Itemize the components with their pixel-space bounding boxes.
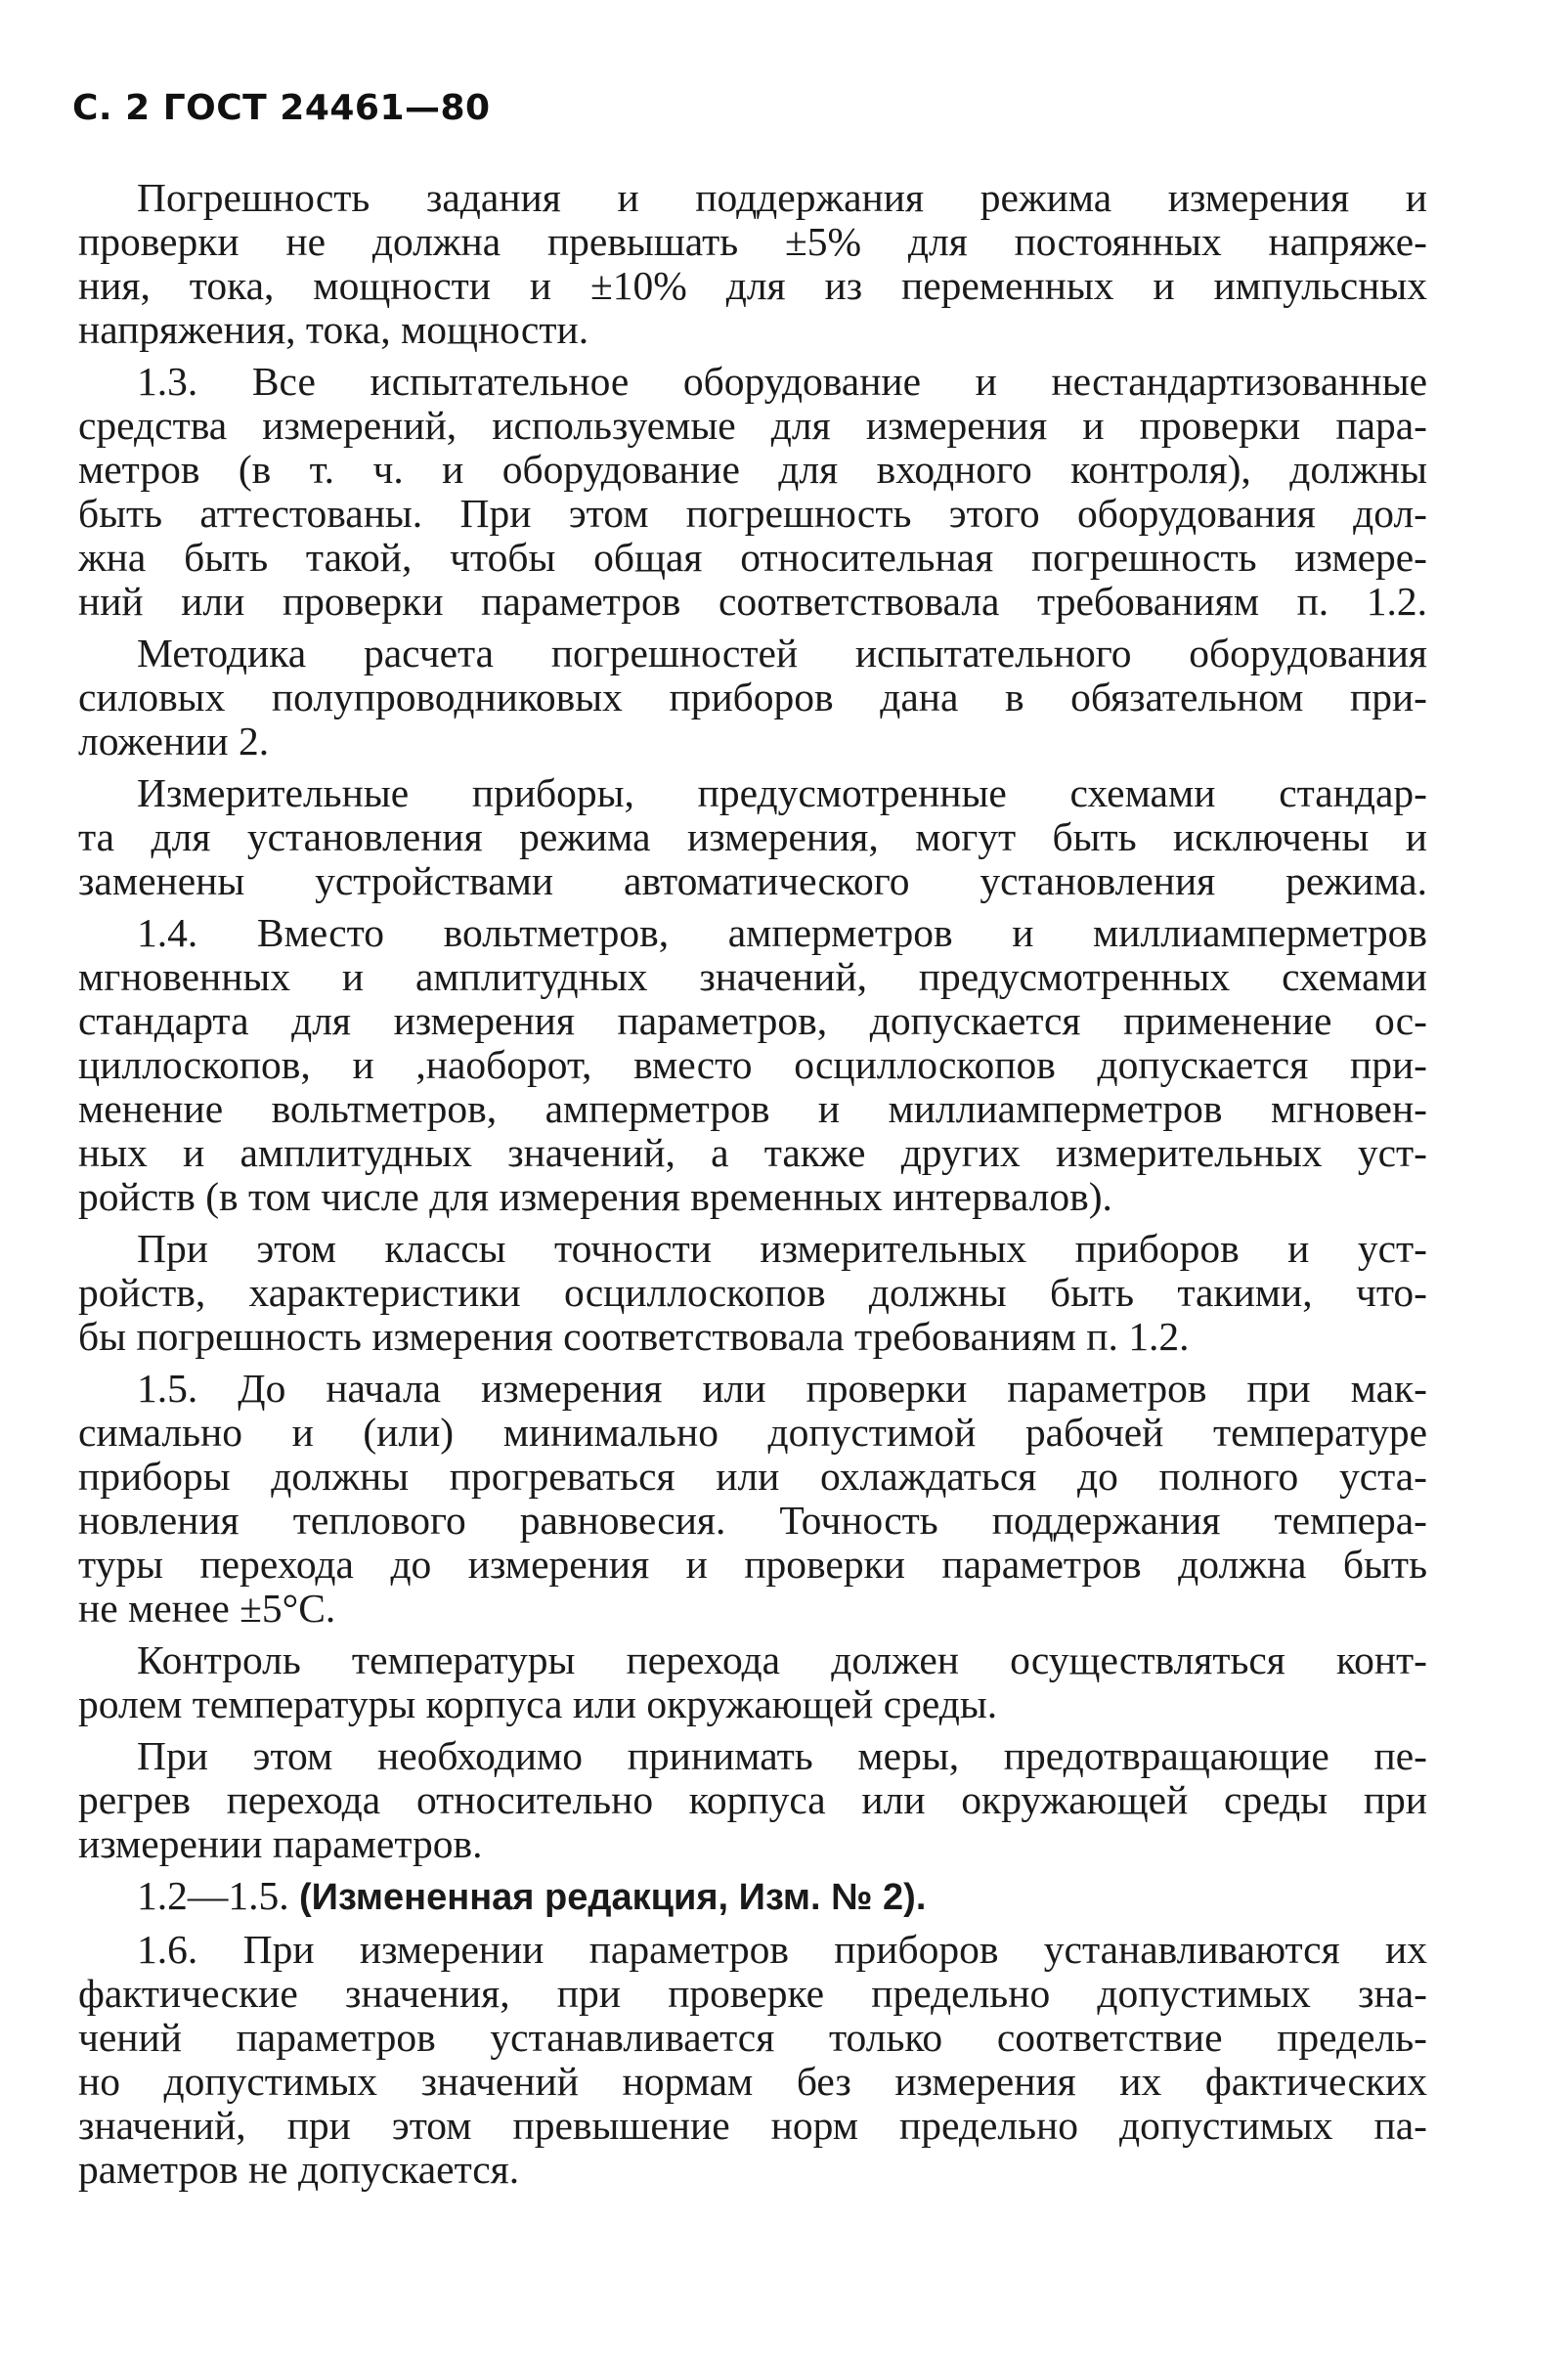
text-line: При этом необходимо принимать меры, предотвращающие пе- <box>137 1734 1427 1778</box>
amendment-note <box>137 1874 1427 1920</box>
text-line: ложении 2. <box>78 719 270 763</box>
text-line: раметров не допускается. <box>78 2148 520 2192</box>
text-line: 1.4. Вместо вольтметров, амперметров и миллиамперметров <box>137 911 1427 955</box>
text-line: не менее ±5°С. <box>78 1587 336 1631</box>
text-line: чений параметров устанавливается только соответствие предель- <box>78 2016 1427 2060</box>
paragraph <box>78 771 1427 903</box>
text-line: проверки не должна превышать ±5% для постоянных напряже- <box>78 220 1427 264</box>
text-line: ройств (в том числе для измерения временных интервалов). <box>78 1175 1112 1219</box>
text-line: заменены устройствами автоматического установления режима. <box>78 859 1427 903</box>
text-line: ролем температуры корпуса или окружающей среды. <box>78 1682 998 1726</box>
text-line: При этом классы точности измерительных приборов и уст- <box>137 1227 1427 1271</box>
text-line: 1.5. До начала измерения или проверки параметров при мак- <box>137 1367 1427 1411</box>
text-line: силовых полупроводниковых приборов дана в обязательном при- <box>78 676 1427 719</box>
text-line: 1.6. При измерении параметров приборов устанавливаются их <box>137 1928 1427 1972</box>
text-line: Погрешность задания и поддержания режима измерения и <box>137 176 1427 220</box>
text-line: ных и амплитудных значений, а также других измерительных уст- <box>78 1131 1427 1175</box>
text-line: новления теплового равновесия. Точность поддержания темпера- <box>78 1499 1427 1543</box>
text-line: стандарта для измерения параметров, допускается применение ос- <box>78 999 1427 1043</box>
text-line: туры перехода до измерения и проверки параметров должна быть <box>78 1543 1427 1587</box>
text-line: метров (в т. ч. и оборудование для входного контроля), должны <box>78 448 1427 492</box>
text-line: ния, тока, мощности и ±10% для из переменных и импульсных <box>78 264 1427 308</box>
text-line: регрев перехода относительно корпуса или окружающей среды при <box>78 1778 1427 1822</box>
paragraph <box>78 1928 1427 2192</box>
text-line: менение вольтметров, амперметров и миллиамперметров мгновен- <box>78 1087 1427 1131</box>
text-line: ройств, характеристики осциллоскопов должны быть такими, что- <box>78 1271 1427 1315</box>
paragraph <box>78 632 1427 763</box>
text-line: та для установления режима измерения, могут быть исключены и <box>78 815 1427 859</box>
page-header: С. 2 ГОСТ 24461—80 <box>72 88 491 128</box>
paragraph <box>78 1734 1427 1866</box>
text-line: значений, при этом превышение норм предельно допустимых па- <box>78 2104 1427 2148</box>
text-line: Методика расчета погрешностей испытательного оборудования <box>137 632 1427 676</box>
text-line: Контроль температуры перехода должен осуществляться конт- <box>137 1638 1427 1682</box>
paragraph <box>78 1227 1427 1359</box>
paragraph <box>78 1367 1427 1631</box>
text-line: ний или проверки параметров соответствовала требованиям п. 1.2. <box>78 580 1427 624</box>
paragraph <box>78 360 1427 624</box>
text-line: приборы должны прогреваться или охлаждаться до полного уста- <box>78 1455 1427 1499</box>
document-body <box>78 176 1427 2192</box>
paragraph <box>78 176 1427 352</box>
text-line: бы погрешность измерения соответствовала требованиям п. 1.2. <box>78 1315 1190 1359</box>
text-line: Измерительные приборы, предусмотренные схемами стандар- <box>137 771 1427 815</box>
text-line: средства измерений, используемые для измерения и проверки пара- <box>78 404 1427 448</box>
text-line: напряжения, тока, мощности. <box>78 308 589 352</box>
amendment-range: 1.2—1.5. <box>137 1874 289 1918</box>
text-line: измерении параметров. <box>78 1822 483 1866</box>
text-line: мгновенных и амплитудных значений, предусмотренных схемами <box>78 955 1427 999</box>
text-line: симально и (или) минимально допустимой рабочей температуре <box>78 1411 1427 1455</box>
text-line: циллоскопов, и ,наоборот, вместо осциллоскопов допускается при- <box>78 1043 1427 1087</box>
text-line: быть аттестованы. При этом погрешность этого оборудования дол- <box>78 492 1427 536</box>
paragraph <box>78 1638 1427 1726</box>
text-line <box>137 1874 1427 1920</box>
amendment-label: (Измененная редакция, Изм. № 2). <box>299 1877 927 1918</box>
text-line: фактические значения, при проверке предельно допустимых зна- <box>78 1972 1427 2016</box>
text-line: 1.3. Все испытательное оборудование и нестандартизованные <box>137 360 1427 404</box>
text-line: но допустимых значений нормам без измерения их фактических <box>78 2060 1427 2104</box>
text-line: жна быть такой, чтобы общая относительная погрешность измере- <box>78 536 1427 580</box>
paragraph <box>78 911 1427 1219</box>
